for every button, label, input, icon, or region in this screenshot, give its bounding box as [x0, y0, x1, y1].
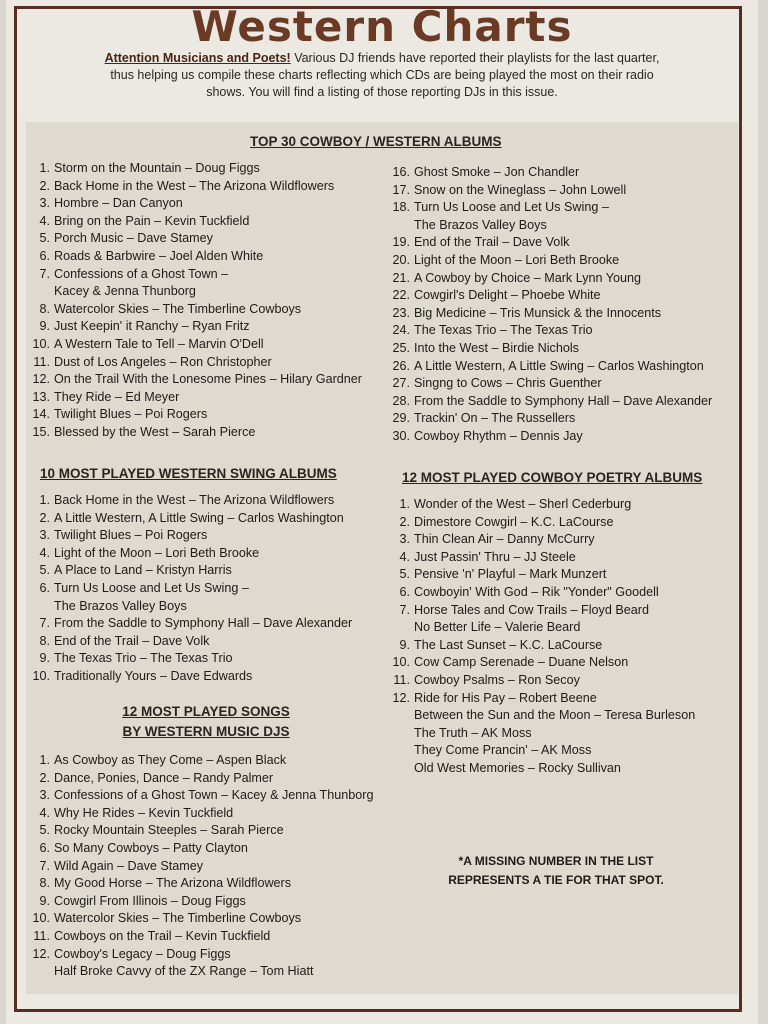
- item-text: Singng to Cows – Chris Guenther: [414, 376, 602, 391]
- top30-left-list: [26, 160, 362, 442]
- list-item: [26, 650, 352, 668]
- list-item: [386, 672, 695, 690]
- item-text: Turn Us Loose and Let Us Swing –: [414, 200, 609, 215]
- list-item: [386, 375, 712, 393]
- item-text: Pensive 'n' Playful – Mark Munzert: [414, 567, 607, 582]
- item-text: Cowboy Psalms – Ron Secoy: [414, 672, 580, 687]
- item-number: 2.: [39, 510, 50, 525]
- list-item: [386, 760, 695, 778]
- item-text: Horse Tales and Cow Trails – Floyd Beard: [414, 602, 649, 617]
- item-text: Back Home in the West – The Arizona Wildflowers: [54, 493, 335, 507]
- intro-paragraph: [92, 50, 672, 101]
- item-text: Cowgirl From Illinois – Doug Figgs: [54, 893, 246, 908]
- item-text: Twilight Blues – Poi Rogers: [54, 407, 208, 422]
- item-number: 29.: [392, 411, 410, 426]
- list-item: [26, 946, 373, 964]
- item-text: Storm on the Mountain – Doug Figgs: [54, 161, 260, 175]
- item-text: No Better Life – Valerie Beard: [414, 620, 581, 635]
- item-number: 4.: [39, 213, 50, 228]
- item-number: 12.: [32, 946, 50, 961]
- item-number: 23.: [392, 305, 410, 320]
- item-text: Snow on the Wineglass – John Lowell: [414, 182, 627, 197]
- footnote-line1: *A MISSING NUMBER IN THE LIST: [458, 854, 654, 868]
- item-text: A Western Tale to Tell – Marvin O'Dell: [54, 336, 264, 351]
- item-text: Porch Music – Dave Stamey: [54, 231, 213, 246]
- list-item: [26, 893, 373, 911]
- item-number: 13.: [32, 389, 50, 404]
- item-text: Light of the Moon – Lori Beth Brooke: [54, 545, 260, 560]
- list-item: [386, 602, 695, 620]
- page-title: Western Charts: [191, 2, 573, 51]
- item-number: 2.: [399, 514, 410, 529]
- list-item: [26, 580, 352, 598]
- item-number: 10.: [392, 655, 410, 670]
- item-text: Dimestore Cowgirl – K.C. LaCourse: [414, 514, 614, 529]
- list-item: [26, 787, 373, 805]
- item-number: 20.: [392, 252, 410, 267]
- item-number: 5.: [39, 231, 50, 246]
- list-item: [26, 266, 362, 284]
- item-text: Hombre – Dan Canyon: [54, 196, 183, 211]
- list-item: [386, 725, 695, 743]
- item-number: 5.: [39, 563, 50, 578]
- item-text: From the Saddle to Symphony Hall – Dave Alexander: [54, 616, 353, 631]
- list-item: [26, 928, 373, 946]
- item-text: Confessions of a Ghost Town –: [54, 266, 229, 281]
- list-item: [386, 164, 712, 182]
- item-text: From the Saddle to Symphony Hall – Dave Alexander: [414, 393, 713, 408]
- list-item: [26, 805, 373, 823]
- item-number: 11.: [393, 672, 410, 687]
- list-item: [26, 406, 362, 424]
- item-text: Wild Again – Dave Stamey: [54, 858, 204, 873]
- item-number: 19.: [392, 235, 410, 250]
- item-number: 2.: [39, 178, 50, 193]
- list-item: [386, 531, 695, 549]
- item-text: End of the Trail – Dave Volk: [414, 235, 570, 250]
- item-text: Back Home in the West – The Arizona Wildflowers: [54, 178, 335, 193]
- list-item: [26, 371, 362, 389]
- item-number: 22.: [392, 288, 410, 303]
- item-number: 3.: [39, 196, 50, 211]
- item-text: Bring on the Pain – Kevin Tuckfield: [54, 213, 250, 228]
- item-number: 1.: [39, 493, 50, 507]
- item-text: Traditionally Yours – Dave Edwards: [54, 668, 253, 683]
- list-item: [26, 822, 373, 840]
- list-item: [386, 690, 695, 708]
- item-text: The Last Sunset – K.C. LaCourse: [414, 637, 603, 652]
- item-text: Just Keepin' it Ranchy – Ryan Fritz: [54, 319, 250, 334]
- list-item: [26, 963, 373, 981]
- item-text: My Good Horse – The Arizona Wildflowers: [54, 876, 292, 891]
- list-item: [386, 270, 712, 288]
- item-number: 10.: [32, 911, 50, 926]
- item-text: Half Broke Cavvy of the ZX Range – Tom Hiatt: [54, 964, 314, 979]
- list-item: [386, 340, 712, 358]
- list-item: [26, 318, 362, 336]
- item-number: 5.: [399, 567, 410, 582]
- list-item: [386, 234, 712, 252]
- list-item: [386, 199, 712, 217]
- list-item: [26, 668, 352, 686]
- item-number: 11.: [33, 928, 50, 943]
- item-number: 15.: [32, 424, 50, 439]
- item-text: A Cowboy by Choice – Mark Lynn Young: [414, 270, 642, 285]
- item-text: Confessions of a Ghost Town – Kacey & Jenna Thunborg: [54, 788, 374, 803]
- list-item: [26, 213, 362, 231]
- item-text: Thin Clean Air – Danny McCurry: [414, 532, 595, 547]
- item-number: 6.: [39, 580, 50, 595]
- item-number: 1.: [399, 497, 410, 511]
- item-text: On the Trail With the Lonesome Pines – Hilary Gardner: [54, 372, 362, 387]
- item-number: 7.: [39, 266, 50, 281]
- list-item: [26, 562, 352, 580]
- item-text: Ghost Smoke – Jon Chandler: [414, 165, 580, 179]
- item-number: 10.: [32, 336, 50, 351]
- poetry-list: [386, 496, 695, 778]
- item-number: 4.: [39, 545, 50, 560]
- list-item: [26, 492, 352, 510]
- item-text: Light of the Moon – Lori Beth Brooke: [414, 252, 620, 267]
- list-item: [386, 287, 712, 305]
- item-number: 4.: [399, 549, 410, 564]
- item-number: 6.: [399, 584, 410, 599]
- item-number: 21.: [392, 270, 410, 285]
- list-item: [26, 840, 373, 858]
- list-item: [26, 336, 362, 354]
- list-item: [386, 305, 712, 323]
- item-text: Dance, Ponies, Dance – Randy Palmer: [54, 770, 274, 785]
- item-number: 12.: [392, 690, 410, 705]
- item-number: 9.: [399, 637, 410, 652]
- item-text: So Many Cowboys – Patty Clayton: [54, 840, 248, 855]
- item-number: 8.: [39, 301, 50, 316]
- list-item: [386, 707, 695, 725]
- list-item: [26, 230, 362, 248]
- item-number: 1.: [39, 161, 50, 175]
- item-number: 11.: [33, 354, 50, 369]
- list-item: [26, 545, 352, 563]
- list-item-continuation: The Brazos Valley Boys: [414, 217, 547, 232]
- item-number: 24.: [392, 323, 410, 338]
- list-item: [386, 322, 712, 340]
- item-text: Cowboyin' With God – Rik "Yonder" Goodell: [414, 584, 659, 599]
- list-item: [26, 910, 373, 928]
- item-text: Roads & Barbwire – Joel Alden White: [54, 248, 264, 263]
- item-number: 9.: [39, 893, 50, 908]
- item-text: Cowboys on the Trail – Kevin Tuckfield: [54, 928, 271, 943]
- item-text: Watercolor Skies – The Timberline Cowboys: [54, 301, 302, 316]
- item-number: 9.: [39, 651, 50, 666]
- item-text: Blessed by the West – Sarah Pierce: [54, 424, 256, 439]
- item-number: 6.: [39, 840, 50, 855]
- list-item-continuation: The Brazos Valley Boys: [54, 598, 187, 613]
- item-text: Why He Rides – Kevin Tuckfield: [54, 805, 234, 820]
- top30-right-list: [386, 164, 712, 446]
- item-number: 30.: [392, 428, 410, 443]
- list-item: [26, 527, 352, 545]
- list-item: [26, 178, 362, 196]
- songs-heading-line1: 12 MOST PLAYED SONGS: [122, 704, 290, 719]
- top30-heading: TOP 30 COWBOY / WESTERN ALBUMS: [250, 134, 502, 149]
- item-text: They Ride – Ed Meyer: [54, 389, 180, 404]
- item-text: As Cowboy as They Come – Aspen Black: [54, 753, 287, 767]
- list-item: [386, 393, 712, 411]
- list-item: [386, 428, 712, 446]
- item-number: 28.: [392, 393, 410, 408]
- list-item: [26, 354, 362, 372]
- list-item: [26, 770, 373, 788]
- list-item: [26, 633, 352, 651]
- item-text: Just Passin' Thru – JJ Steele: [414, 549, 576, 564]
- list-item: [386, 637, 695, 655]
- item-number: 10.: [32, 668, 50, 683]
- item-text: Dust of Los Angeles – Ron Christopher: [54, 354, 272, 369]
- list-item: [386, 619, 695, 637]
- songs-list: [26, 752, 373, 981]
- list-item: [26, 615, 352, 633]
- swing-heading: 10 MOST PLAYED WESTERN SWING ALBUMS: [40, 466, 337, 481]
- item-text: The Texas Trio – The Texas Trio: [414, 323, 593, 338]
- item-number: 3.: [39, 528, 50, 543]
- item-text: Cowgirl's Delight – Phoebe White: [414, 288, 601, 303]
- item-number: 8.: [39, 633, 50, 648]
- list-item: [26, 752, 373, 770]
- item-text: End of the Trail – Dave Volk: [54, 633, 210, 648]
- list-item: [386, 252, 712, 270]
- item-text: The Truth – AK Moss: [414, 725, 532, 740]
- list-item: [386, 566, 695, 584]
- item-number: 7.: [399, 602, 410, 617]
- item-text: Rocky Mountain Steeples – Sarah Pierce: [54, 823, 284, 838]
- item-text: Cowboy's Legacy – Doug Figgs: [54, 946, 231, 961]
- list-item: [386, 410, 712, 428]
- list-item: [26, 858, 373, 876]
- list-item: [26, 510, 352, 528]
- item-number: 14.: [32, 407, 50, 422]
- item-text: The Texas Trio – The Texas Trio: [54, 651, 233, 666]
- list-item: [386, 654, 695, 672]
- intro-lead: Attention Musicians and Poets!: [104, 51, 291, 65]
- item-text: Trackin' On – The Russellers: [414, 411, 576, 426]
- item-text: Old West Memories – Rocky Sullivan: [414, 760, 621, 775]
- footnote-line2: REPRESENTS A TIE FOR THAT SPOT.: [448, 873, 664, 887]
- item-text: Ride for His Pay – Robert Beene: [414, 690, 597, 705]
- item-text: A Little Western, A Little Swing – Carlos Washington: [54, 510, 344, 525]
- item-number: 25.: [392, 340, 410, 355]
- list-item: [386, 496, 695, 514]
- item-text: Big Medicine – Tris Munsick & the Innocents: [414, 305, 662, 320]
- item-text: Turn Us Loose and Let Us Swing –: [54, 580, 249, 595]
- item-number: 17.: [392, 182, 410, 197]
- list-item-continuation: Kacey & Jenna Thunborg: [54, 284, 196, 299]
- item-number: 7.: [39, 616, 50, 631]
- item-number: 9.: [39, 319, 50, 334]
- list-item: [386, 584, 695, 602]
- item-text: Between the Sun and the Moon – Teresa Burleson: [414, 708, 696, 723]
- list-item: [26, 160, 362, 178]
- item-number: 27.: [392, 376, 410, 391]
- item-number: 5.: [39, 823, 50, 838]
- poetry-heading: 12 MOST PLAYED COWBOY POETRY ALBUMS: [402, 470, 703, 485]
- item-number: 2.: [39, 770, 50, 785]
- item-text: Cowboy Rhythm – Dennis Jay: [414, 428, 583, 443]
- list-item: [386, 549, 695, 567]
- item-number: 18.: [392, 200, 410, 215]
- item-text: Cow Camp Serenade – Duane Nelson: [414, 655, 629, 670]
- item-number: 1.: [39, 753, 50, 767]
- list-item: [26, 195, 362, 213]
- footnote: [426, 852, 686, 890]
- item-text: Watercolor Skies – The Timberline Cowboys: [54, 911, 302, 926]
- item-number: 26.: [392, 358, 410, 373]
- item-number: 6.: [39, 248, 50, 263]
- item-number: 3.: [39, 788, 50, 803]
- item-text: A Place to Land – Kristyn Harris: [54, 563, 232, 578]
- list-item: [26, 875, 373, 893]
- item-number: 4.: [39, 805, 50, 820]
- list-item: [26, 248, 362, 266]
- item-number: 3.: [399, 532, 410, 547]
- list-item: [386, 742, 695, 760]
- item-number: 7.: [39, 858, 50, 873]
- item-number: 16.: [392, 165, 410, 179]
- magazine-page: [6, 0, 758, 1024]
- list-item: [386, 358, 712, 376]
- songs-heading-line2: BY WESTERN MUSIC DJS: [122, 724, 290, 739]
- item-text: A Little Western, A Little Swing – Carlos Washington: [414, 358, 704, 373]
- list-item: [26, 424, 362, 442]
- intro-text: Various DJ friends have reported their playlists for the last quarter, thus helping us compile these charts reflecting which CDs are being played the most on their radio shows. You will find a listing of those reporting DJs in this issue.: [110, 51, 660, 99]
- list-item: [26, 389, 362, 407]
- item-text: They Come Prancin' – AK Moss: [414, 743, 592, 758]
- item-text: Twilight Blues – Poi Rogers: [54, 528, 208, 543]
- list-item: [26, 301, 362, 319]
- list-item: [386, 182, 712, 200]
- list-item: [386, 514, 695, 532]
- item-text: Into the West – Birdie Nichols: [414, 340, 579, 355]
- item-number: 12.: [32, 372, 50, 387]
- item-number: 8.: [39, 876, 50, 891]
- swing-list: [26, 492, 352, 686]
- item-text: Wonder of the West – Sherl Cederburg: [414, 497, 632, 511]
